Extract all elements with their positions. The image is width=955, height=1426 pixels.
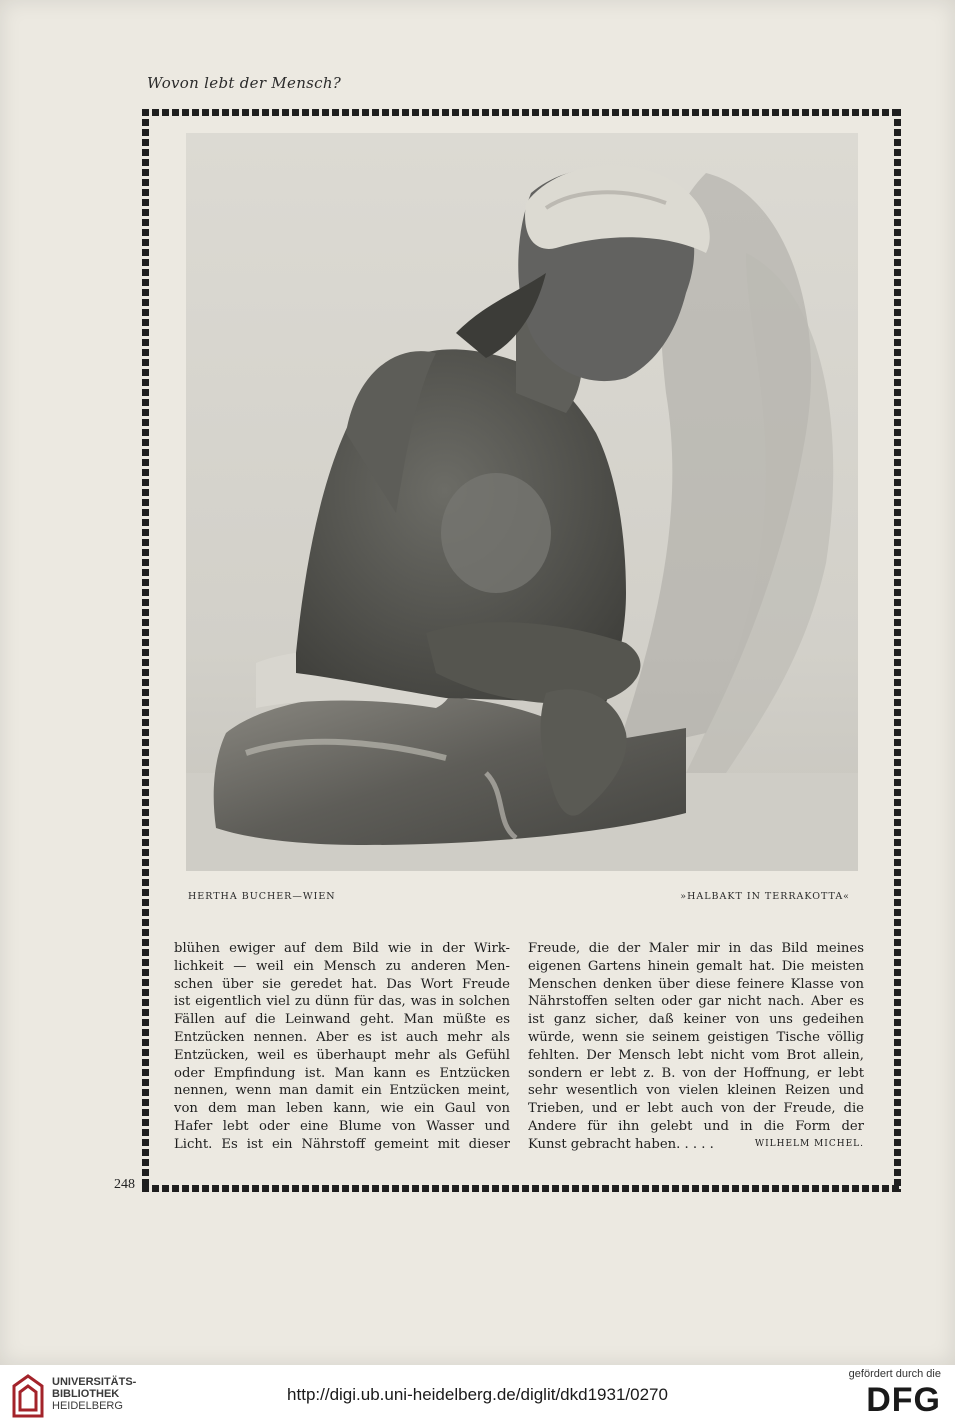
text-line: von dem man leben kann, wie ein Gaul von — [174, 1101, 510, 1117]
caption-artist: HERTHA BUCHER—WIEN — [188, 891, 336, 902]
funder-label: gefördert durch die — [848, 1368, 941, 1380]
text-line: eigenen Gartens hinein gemalt hat. Die meisten — [528, 958, 864, 974]
text-line: oder Empfindung ist. Man kann es Entzücken — [174, 1065, 510, 1081]
text-line: ist ganz sicher, daß keiner von uns gedeihen — [528, 1012, 864, 1028]
library-line: BIBLIOTHEK — [52, 1388, 120, 1400]
text-line: Entzücken, weil es überhaupt mehr als Gefühl — [174, 1047, 510, 1063]
text-line: sondern er lebt z. B. von der Hoffnung, er lebt — [528, 1065, 864, 1081]
source-url-link[interactable]: http://digi.ub.uni-heidelberg.de/diglit/dkd1931/0270 — [287, 1385, 668, 1404]
running-head: Wovon lebt der Mensch? — [147, 74, 342, 92]
text-column-left — [174, 940, 510, 1154]
text-line: fehlten. Der Mensch lebt nicht vom Brot allein, — [528, 1047, 864, 1063]
text-line: Menschen denken über diese feinere Klasse von — [528, 976, 864, 992]
terracotta-sculpture-illustration — [186, 133, 858, 871]
text-line: würde, wenn sie seinem geistigen Tische völlig — [528, 1029, 864, 1045]
text-line: schen über sie geredet hat. Das Wort Freude — [174, 976, 510, 992]
author-signature: WILHELM MICHEL. — [754, 1138, 864, 1149]
border-left — [142, 109, 149, 1192]
text-line: nennen, wenn man damit ein Entzücken meint, — [174, 1083, 510, 1099]
text-column-right — [528, 940, 864, 1154]
text-line: Hafer lebt oder eine Blume von Wasser und — [174, 1118, 510, 1134]
text-line: Licht. Es ist ein Nährstoff gemeint mit dieser — [174, 1136, 510, 1152]
sculpture-photograph — [186, 133, 858, 871]
text-line: sehr wesentlich von vielen kleinen Reizen und — [528, 1083, 864, 1099]
text-line: Andere für ihn gelebt und in die Form der — [528, 1118, 864, 1134]
text-line: Trieben, und er lebt auch von der Freude, die — [528, 1101, 864, 1117]
border-bottom — [142, 1185, 901, 1192]
dfg-logo: DFG — [866, 1381, 941, 1419]
library-line: HEIDELBERG — [52, 1400, 123, 1412]
final-line-text: Kunst gebracht haben. . . . . — [528, 1136, 714, 1152]
border-top — [142, 109, 901, 116]
text-line: ist eigentlich viel zu dünn für das, was in solchen — [174, 994, 510, 1010]
text-line: Fällen auf die Leinwand geht. Man müßte es — [174, 1012, 510, 1028]
library-line: UNIVERSITÄTS- — [52, 1376, 137, 1388]
caption-title: »HALBAKT IN TERRAKOTTA« — [680, 891, 850, 902]
text-line: Freude, die der Maler mir in das Bild meines — [528, 941, 864, 956]
page-number: 248 — [114, 1177, 135, 1192]
final-text-line — [528, 1136, 864, 1154]
border-right — [894, 109, 901, 1192]
text-line: Entzücken nennen. Aber es ist auch mehr als — [174, 1029, 510, 1045]
text-line: lichkeit — weil ein Mensch zu anderen Men- — [174, 958, 510, 974]
text-line: Nährstoffen selten oder gar nicht nach. Aber es — [528, 994, 864, 1010]
text-line: blühen ewiger auf dem Bild wie in der Wirk- — [174, 941, 510, 956]
